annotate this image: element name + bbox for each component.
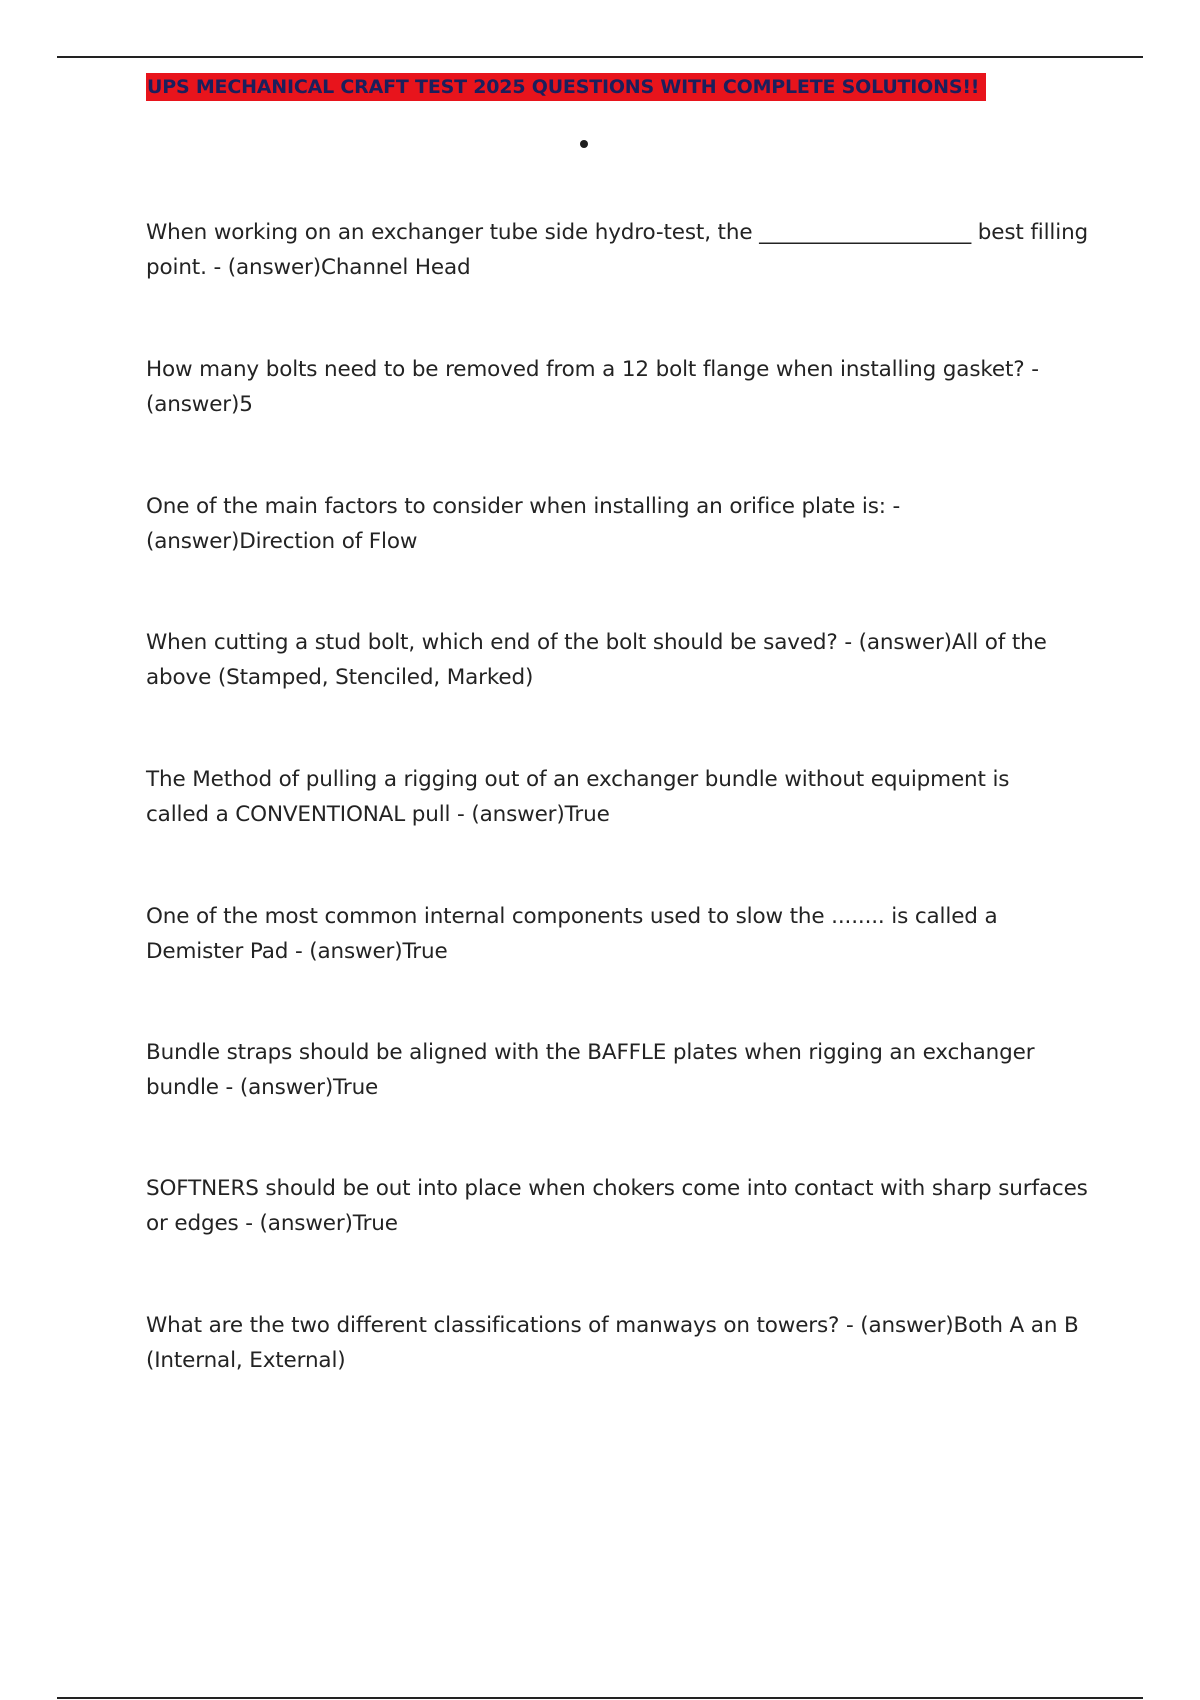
qa-item-4-line-1: When cutting a stud bolt, which end of the bolt should be saved? - (answer)All of the [146,630,1047,655]
top-rule [57,56,1143,58]
bottom-rule [57,1697,1143,1699]
qa-item-9-line-1: What are the two different classifications of manways on towers? - (answer)Both A an B [146,1313,1079,1338]
qa-item-1-line-2: point. - (answer)Channel Head [146,255,471,280]
qa-item-8 [146,1171,1096,1241]
qa-item-5-line-1: The Method of pulling a rigging out of an exchanger bundle without equipment is [146,767,1010,792]
qa-item-7-line-2: bundle - (answer)True [146,1075,379,1100]
qa-item-7 [146,1035,1096,1105]
qa-item-3-line-2: (answer)Direction of Flow [146,529,418,554]
qa-item-5-line-2: called a CONVENTIONAL pull - (answer)True [146,802,610,827]
qa-item-7-line-1: Bundle straps should be aligned with the BAFFLE plates when rigging an exchanger [146,1040,1035,1065]
qa-item-1-line-1: When working on an exchanger tube side hydro-test, the ____________________ best filling [146,220,1089,245]
qa-item-3 [146,489,1096,559]
qa-item-2 [146,352,1096,422]
qa-item-1 [146,215,1096,285]
document-title: UPS MECHANICAL CRAFT TEST 2025 QUESTIONS WITH COMPLETE SOLUTIONS!! [146,73,986,101]
qa-item-4-line-2: above (Stamped, Stenciled, Marked) [146,665,534,690]
qa-item-8-line-2: or edges - (answer)True [146,1211,398,1236]
qa-item-4 [146,625,1096,695]
qa-item-6-line-2: Demister Pad - (answer)True [146,939,448,964]
qa-item-9 [146,1308,1096,1378]
qa-item-5 [146,762,1096,832]
qa-item-6 [146,899,1096,969]
qa-item-3-line-1: One of the main factors to consider when installing an orifice plate is: - [146,494,901,519]
qa-item-8-line-1: SOFTNERS should be out into place when chokers come into contact with sharp surfaces [146,1176,1088,1201]
qa-item-6-line-1: One of the most common internal components used to slow the ........ is called a [146,904,998,929]
qa-item-2-line-2: (answer)5 [146,392,253,417]
qa-item-9-line-2: (Internal, External) [146,1348,346,1373]
title-block [146,73,986,101]
qa-item-2-line-1: How many bolts need to be removed from a 12 bolt flange when installing gasket? - [146,357,1039,382]
bullet-dot [580,140,588,148]
